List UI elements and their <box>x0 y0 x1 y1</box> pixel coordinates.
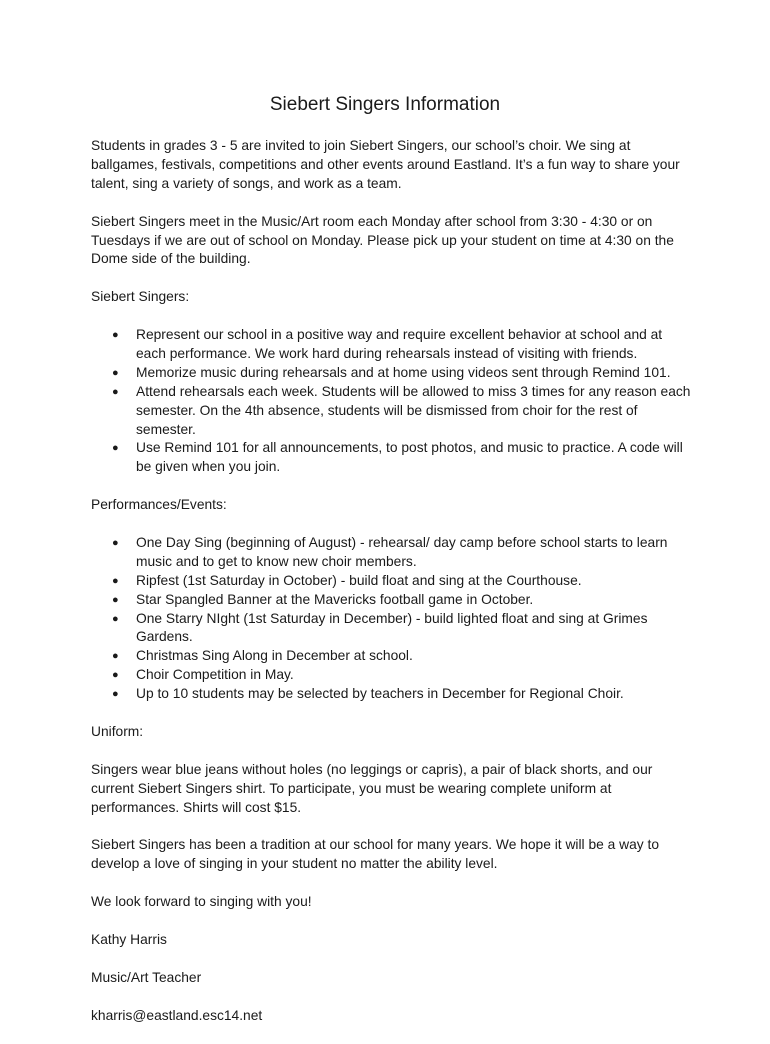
list-item: ● Up to 10 students may be selected by teachers in December for Regional Choir. <box>91 685 691 704</box>
bullet-icon: ● <box>112 366 119 379</box>
page-title: Siebert Singers Information <box>269 94 501 115</box>
list-item: ● Attend rehearsals each week. Students will be allowed to miss 3 times for any reason each semester. On the 4th absence, students will be dismissed from choir for the rest of semester. <box>112 383 691 437</box>
list-item: ● Choir Competition in May. <box>91 666 691 685</box>
list-item: ● Star Spangled Banner at the Mavericks football game in October. <box>91 591 691 610</box>
events-heading: Performances/Events: <box>91 497 227 513</box>
list-item: ● One Day Sing (beginning of August) - rehearsal/ day camp before school starts to learn music and to get to know new choir members. <box>112 534 668 569</box>
uniform-paragraph: Singers wear blue jeans without holes (no leggings or capris), a pair of black shorts, and our current Siebert Singers shirt. To participate, you must be wearing complete uniform at performances. Shirts will cost $15. <box>91 761 653 815</box>
list-item: ● Memorize music during rehearsals and at home using videos sent through Remind 101. <box>91 364 691 383</box>
signer-role: Music/Art Teacher <box>91 969 202 985</box>
bullet-icon: ● <box>112 329 119 342</box>
tradition-paragraph: Siebert Singers has been a tradition at our school for many years. We hope it will be a way to develop a love of singing in your student no matter the ability level. <box>91 837 660 872</box>
uniform-heading: Uniform: <box>91 724 144 739</box>
intro-paragraph: Students in grades 3 - 5 are invited to join Siebert Singers, our school’s choir. We sing at ballgames, festivals, competitions and other events around Eastland. It’s a fun way to share your talent, sing a variety of songs, and work as a team. <box>91 138 680 191</box>
bullet-icon: ● <box>112 574 119 587</box>
bullet-icon: ● <box>112 650 119 663</box>
bullet-icon: ● <box>112 536 119 549</box>
list-item: ● Represent our school in a positive way and require excellent behavior at school and at each performance. We work hard during rehearsals instead of visiting with friends. <box>112 327 663 361</box>
document-body <box>91 137 691 1044</box>
closing-line: We look forward to singing with you! <box>91 894 312 910</box>
signer-email: kharris@eastland.esc14.net <box>91 1007 263 1023</box>
bullet-icon: ● <box>112 385 119 398</box>
events-list <box>91 534 691 704</box>
bullet-icon: ● <box>112 442 119 455</box>
bullet-icon: ● <box>112 669 119 682</box>
signature-block <box>91 893 691 1025</box>
meeting-paragraph: Siebert Singers meet in the Music/Art room each Monday after school from 3:30 - 4:30 or on Tuesdays if we are out of school on Monday. Please pick up your student on time at 4:30 on the Dome side of the building. <box>91 213 674 267</box>
bullet-icon: ● <box>112 688 119 701</box>
list-item: ● One Starry NIght (1st Saturday in December) - build lighted float and sing at Grimes Gardens. <box>112 610 648 645</box>
bullet-icon: ● <box>112 612 119 625</box>
signer-name: Kathy Harris <box>91 931 167 947</box>
list-item: ● Ripfest (1st Saturday in October) - build float and sing at the Courthouse. <box>91 572 691 591</box>
expectations-list <box>91 326 691 477</box>
bullet-icon: ● <box>112 593 119 606</box>
expectations-heading: Siebert Singers: <box>91 289 190 305</box>
list-item: ● Christmas Sing Along in December at school. <box>91 647 691 666</box>
list-item: ● Use Remind 101 for all announcements, to post photos, and music to practice. A code will be given when you join. <box>112 440 683 475</box>
